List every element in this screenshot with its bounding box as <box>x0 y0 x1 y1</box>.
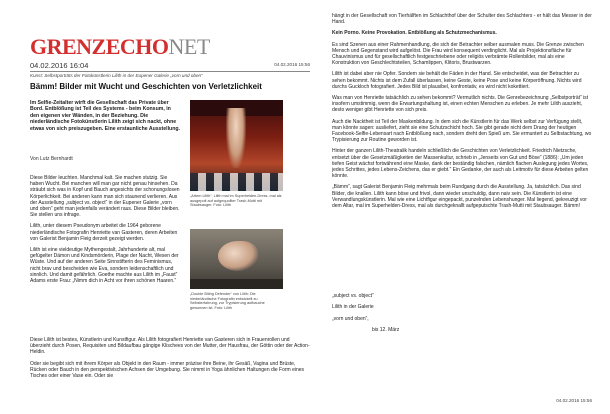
body-text-right <box>332 13 592 214</box>
photo-floor <box>190 279 283 289</box>
paragraph: Es sind Szenen aus einer Rahmenhandlung, die sich der Betrachter selber ausmalen muss. Die Grenze zwischen Mensch und Gegenstand wird aufgelöst. Die Frau wird konsequent verdinglicht. Mal als Projektionsfläche für Chauvinismus und für gesellschaftlich festgeschriebene oder religiös verbrämte Rollenbilder, mal als eine Konstruktion von Geschlechtsteilen, Schamlippen, Klitoris, Brustwarzen. <box>332 41 584 67</box>
paragraph: Auch die Nacktheit ist Teil der Maskenbildung. In dem sich die Künstlerin für das Werk selbst zur Verfügung stellt, man könnte sagen: ausliefert, zieht sie eine Schutzschicht hoch. Sie gibt gerade nicht dem Drang der heutigen Facebook-Selfie-Lebensart nach Entblößung nach, sondern dreht den Spieß um. Sie ermuntert zu Selbstachtung, wo Trypisierung zur Routine geworden ist. <box>332 118 592 144</box>
article-author: Von Lutz Bernhardt <box>30 156 73 162</box>
photo-figure <box>218 241 258 271</box>
exhibition-dates: bis 12. März <box>372 327 400 334</box>
photo-figure <box>226 108 246 168</box>
paragraph: Diese Bilder leuchten. Manchmal kalt. Sie machen stutzig. Sie haben Wucht. Bei manchen will man gar nicht genau hinsehen. Da sträubt sich was in Kopf und Bauch angesichts der schonungslosen Körperlichkeit. Bei anderen kann man sich staunend verlieren. Aus der Ausstellung „subject vs. object“ in der Eupener Galerie „vorn und oben“ geht man jedenfalls verändert raus. Diese Bilder bleiben. Sie stellen uns infrage. <box>30 175 180 219</box>
paragraph: Was man von Henriette tatsächlich zu sehen bekommt? Vermutlich nichts. Die Genrebezeichnung „Selbstporträt“ ist insofern umstimmig, wenn die Erwartungshaltung ist, einen echten Menschen zu erleben. Je mehr Lilith auszieht, desto weniger gibt Henriette von sich preis. <box>332 95 589 114</box>
paragraph: Hinter der ganzen Lilith-Theatralik handeln schließlich die Geschichten von Verletzlichkeit. Friedrich Nietzsche, entsetzt über die Gesetzmäßigkeiten der Massenkultur, schrieb in „Jenseits von Gut und Böse“ (1886): „Um jeden tiefen Geist wächst fortwährend eine Maske, dank der beständig falschen, nämlich flachen Auslegung jedes Wortes, jedes Schrittes, jedes Lebens-Zeichens, das er giebt.“ Ein Gedanke, der auch als Leitmotiv für diese Arbeiten gelten könnte. <box>332 148 589 180</box>
exhibition-gallery: „vorn und oben“, <box>332 315 369 322</box>
body-text-full <box>30 337 310 384</box>
logo-part1: GRENZECHO <box>30 34 169 59</box>
print-timestamp-bottom: 04.02.2016 15:56 <box>556 398 592 403</box>
photo-caption-1: „Artem Lilith“, Lilith mal im Superhelden-Dress, mal als ausgepolt auf aufgequollter Trash-Mutti mit Staubsauger. Foto: Lilith <box>190 194 282 208</box>
article-lead: Im Selfie-Zeitalter wirft die Gesellschaft das Private über Bord. Entblößung ist Teil des Systems - beim Konsum, in den eigenen vier Wänden, in der Beziehung. Die niederländische Fotokünstlerin Lilith zeigt sich nackt, ohne etwas von sich preiszugeben. Eine erstaunliche Ausstellung. <box>30 100 180 132</box>
paragraph: „Bämm“, sagt Galerist Benjamin Fleig mehrmals beim Rundgang durch die Ausstellung. Ja, tatsächlich. Das sind Bilder, die knallen. Lilith kann böse und frivol, dann wieder unschuldig, dann naiv sein. Die Künstlerin ist eine Verwandlungskünstlerin. Mal wie eine Lichtfigur eingepackt, punzelnden Lebenshunger. Mal liegend, gekreuzigt vor dem Altar, mal im Superhelden-Dress, mal als durchgeknallt aufgeputschte Trash-Mutti mit Staubsauger. Bämm! <box>332 184 587 210</box>
exhibition-info <box>332 293 592 339</box>
print-timestamp-top: 04.02.2016 15:56 <box>274 62 310 67</box>
paragraph: Oder sie begibt sich mit ihrem Körper als Objekt in den Raum - immer präzise ihre Beine, ihr Gesäß, Vagina und Brüste, Rücken oder Bauch in den perspektivischen Achsen der Umgebung. Sie nimmt in Yoga ähnlichen Haltungen die Form eines Tisches oder einer Vase ein. Oder sie <box>30 360 305 380</box>
paragraph: Diese Lilith ist bestes, Künstlerin und Kunstfigur. Als Lilith fotografiert Henriette van Gasteren sich in Frauenrollen und überzieht durch Posen, Requisiten und Bildaufbau gängige Klischees von der Mutter, der Hausfrau, der Göttin oder der Action-Heldin. <box>30 337 310 356</box>
paragraph: Lilith ist eine vieldeutige Mythengestalt, Jahrhunderte alt, mal gefügelter Dämon und Kindsmörderin, Plage der Nacht, Wesen der Wüste. Und auf der anderen Seite Sinnstifterin des Feminismus, nicht brav und bescheiden wie Eva, sondern leidenschaftlich und sinnlich. Und damit gefährlich. Goethe machte aus Lilith im „Faust“ Adams erste Frau: „Nimm dich in Acht vor ihren schönen Haaren.“ <box>30 247 179 285</box>
paragraph: Lilith ist dabei aber nie Opfer. Sondern sie behält die Fäden in der Hand. Sie entscheidet, was der Betrachter zu sehen bekommt. Nichts ist dem Zufall überlassen, keine Geste, keine Pose und keine Körperöffnung. Nichts wird durchs Guckloch fotografiert. Jedes Bild ist plausibel, konfrontativ, es wird nicht kokettiert. <box>332 71 582 90</box>
subheading: Kein Porno. Keine Provokation. Entblößung als Schutzmechanismus. <box>332 30 497 37</box>
article-headline: Bämm! Bilder mit Wucht und Geschichten von Verletzlichkeit <box>30 82 262 91</box>
paragraph: hängt in der Gesellschaft von Tierhälften im Schlachthof über der Schulter des Schlachters - er hält das Messer in der Hand. <box>332 13 592 26</box>
publish-datetime: 04.02.2016 16:04 <box>30 61 89 70</box>
header-divider <box>30 71 310 72</box>
site-logo[interactable] <box>30 36 210 58</box>
photo-caption-2: „Double Biting Defender“ von Lilith: Die niederländische Fotografin entwickelt zu Selbsterfahrung, zur Trypisierung aufbauche gewonnen ist. Foto: Lilith <box>190 292 265 310</box>
body-text-left <box>30 175 180 289</box>
photo-stage <box>190 173 283 191</box>
paragraph: Lilith, unter diesem Pseudonym arbeitet die 1964 geborene niederländische Fotografin Henriette van Gasteren, deren Arbeiten von Galerist Benjamin Fleig derzeit gezeigt werden. <box>30 223 178 242</box>
exhibition-artist: Lilith in der Galerie <box>332 304 374 311</box>
article-photo-2 <box>190 229 283 289</box>
exhibition-title: „subject vs. object“ <box>332 293 374 299</box>
logo-part2: NET <box>168 34 210 59</box>
kicker-caption: Kunst: Selbstporträts der Fotokünstlerin Lilith in der Eupener Galerie „vorn und oben“ <box>30 73 203 78</box>
article-photo-1 <box>190 100 283 191</box>
